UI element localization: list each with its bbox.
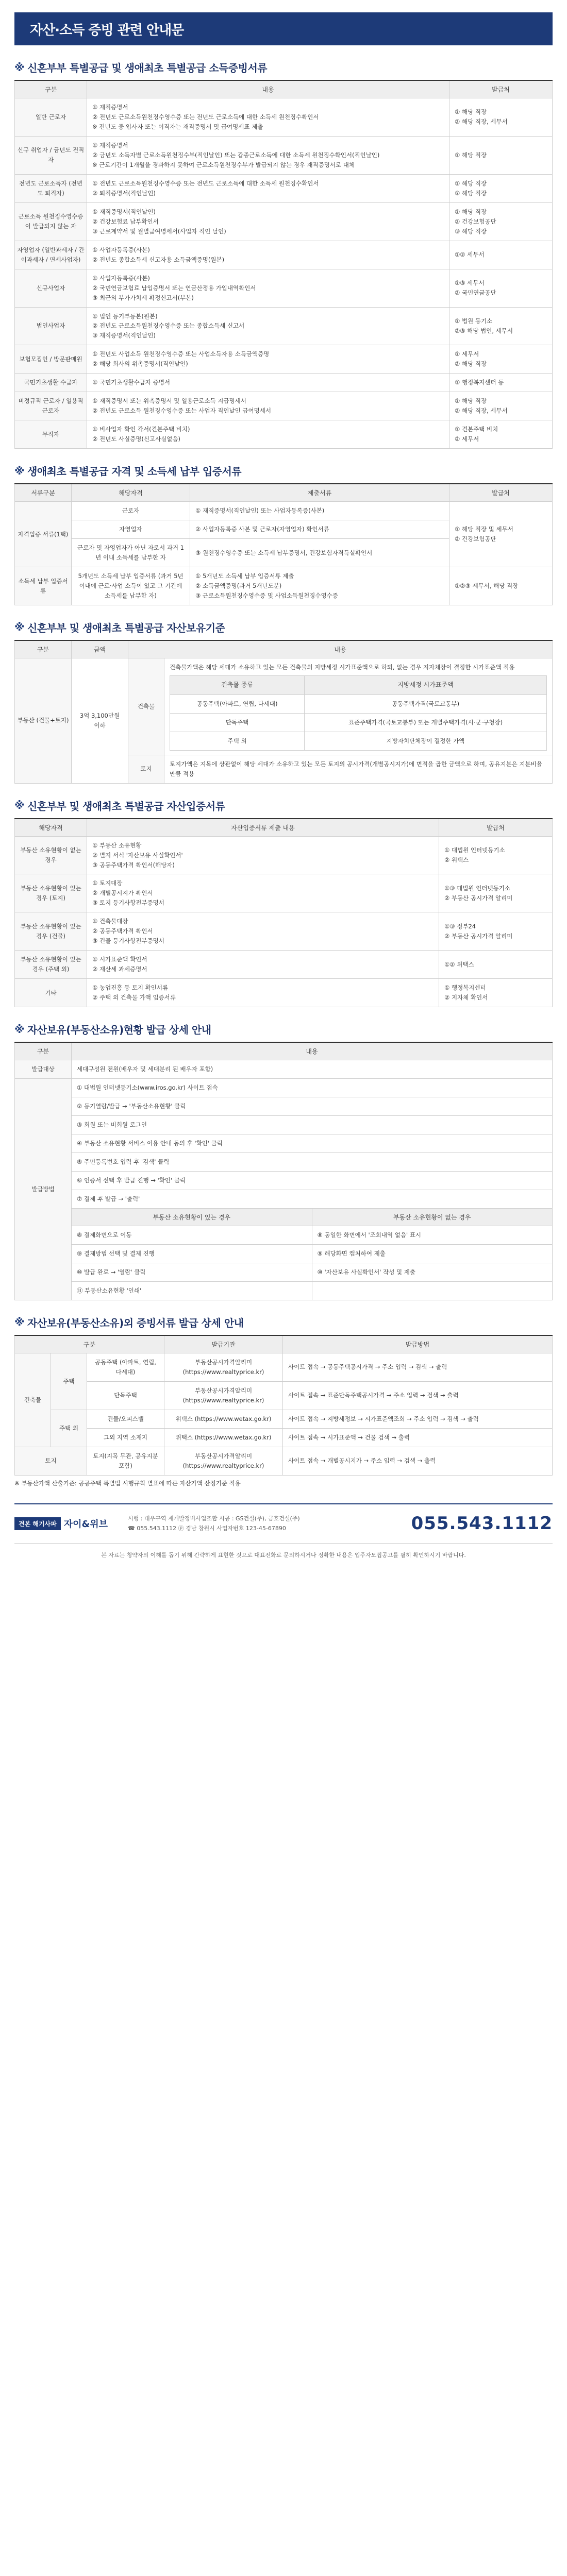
section-title-tax: ※ 생애최초 특별공급 자격 및 소득세 납부 입증서류 [14,464,242,478]
table-row: 자영업자 (일반과세자 / 간이과세자 / 면세사업자) ① 사업자등록증(사본) ② 전년도 종합소득세 신고자용 소득금액증명(원본) ①② 세무서 [15,241,553,269]
section-title-ownership: ※ 자산보유(부동산소유)현황 발급 상세 안내 [14,1023,211,1037]
table-row: 보험모집인 / 방문판매원 ① 전년도 사업소득 원천징수영수증 또는 사업소득자용 소득금액증명 ② 해당 회사의 위촉증명서(직인날인) ① 세무서 ② 해당 직장 [15,345,553,374]
table-row: 근로소득 원천징수영수증이 발급되지 않는 자 ① 재직증명서(직인날인) ② 건강보험료 납부확인서 ③ 근로계약서 및 월별급여명세서(사업자 직인 날인) ① 해당 직장 ② 건강보험공단 ③ 해당 직장 [15,202,553,241]
table-row: 부동산 소유현황이 있는 경우 (주택 외) ① 시가표준액 확인서 ② 재산세 과세증명서 ①② 위택스 [15,951,553,979]
table-row: 신규 취업자 / 금년도 전직자 ① 재직증명서 ② 금년도 소득자별 근로소득원천징수부(직인날인) 또는 갑종근로소득에 대한 소득세 원천징수확인서(직인날인) ※ 근로기간이 1개월을 경과하지 못하여 근로소득원천징수부가 발급되지 않는 경우 재직증명서로 대체 ① 해당 직장 [15,136,553,174]
table-row: 법인사업자 ① 법인 등기부등본(원본) ② 전년도 근로소득원천징수영수증 또는 종합소득세 신고서 ③ 재직증명서(직인날인) ① 법원 등기소 ②③ 해당 법인, 세무서 [15,307,553,345]
building-value-table: 건축물 종류 지방세정 시가표준액 공동주택(아파트, 연립, 다세대) 공동주택가격(국토교통부) 단독주택 표준주택가격(국토교통부) 또는 개별주택가격(시·군·구청장) 주택 외 지방자치단체장이 결정한 가액 [170,675,547,751]
section-bullet-icon: ※ [14,464,24,477]
disclaimer: 본 자료는 청약자의 이해를 돕기 위해 간략하게 표현한 것으로 대표전화로 문의하시거나 정확한 내용은 입주자모집공고를 필히 확인하시기 바랍니다. [101,1551,466,1558]
tax-docs-table: 서류구분 해당자격 제출서류 발급처 자격입증 서류(1택) 근로자 ① 재직증명서(직인날인) 또는 사업자등록증(사본) ① 해당 직장 및 세무서 ② 건강보험공단 자영업자 ② 사업자등록증 사본 및 근로자(자영업자) 확인서류 근로자 및 자영업자가 아닌 자로서 과거 1년 이내 소득세를 납부한 자 ③ 원천징수영수증 또는 소득세 납부증명서, 건강보험자격득실확인서 소득세 납부 입증서류 5개년도 소득세 납부 입증서류 (과거 5년 이내에 근로·사업 소득이 있고 그 기간에 소득세를 납부한 자) ① 5개년도 소득세 납부 입증서류 제출 ② 소득금액증명(과거 5개년도분) ③ 근로소득원천징수영수증 및 사업소득원천징수영수증 ①②③ 세무서, 해당 직장 [14,483,553,605]
table-row: 전년도 근로소득자 (전년도 퇴직자) ① 전년도 근로소득원천징수영수증 또는 전년도 근로소득에 대한 소득세 원천징수확인서 ② 퇴직증명서(직인날인) ① 해당 직장 ② 해당 직장 [15,174,553,202]
table-row: 국민기초생활 수급자 ① 국민기초생활수급자 증명서 ① 행정복지센터 등 [15,374,553,392]
section-title-assets: ※ 신혼부부 및 생애최초 특별공급 자산보유기준 [14,621,225,634]
footer-info-line: ☎ 055.543.1112 ⓟ 경남 창원시 사업자번호 123-45-67890 [128,1525,286,1532]
table-row: 무직자 ① 비사업자 확인 각서(견본주택 비치) ② 전년도 사실증명(신고사실없음) ① 견본주택 비치 ② 세무서 [15,420,553,449]
section-bullet-icon: ※ [14,621,24,634]
asset-proof-table: 해당자격 자산입증서류 제출 내용 발급처 부동산 소유현황이 없는 경우 ① 부동산 소유현황 ② 별지 서식 '자산보유 사실확인서' ③ 공동주택가격 확인서(해당자) ① 대법원 인터넷등기소 ② 위택스 부동산 소유현황이 있는 경우 (토지) ① 토지대장 ② 개별공시지가 확인서 ③ 토지 등기사항전부증명서 ①③ 대법원 인터넷등기소 ② 부동산 공시가격 알리미 부동산 소유현황이 있는 경우 (건물) ① 건축물대장 ② 공동주택가격 확인서 ③ 건물 등기사항전부증명서 ①③ 정부24 ② 부동산 공시가격 알리미 부동산 소유현황이 있는 경우 (주택 외) ① 시가표준액 확인서 ② 재산세 과세증명서 ①② 위택스 기타 ① 농업진흥 등 토지 확인서류 ② 주택 외 건축물 가액 입증서류 ① 행정복지센터 ② 지자체 확인서 [14,818,553,1008]
section-title-income: ※ 신혼부부 특별공급 및 생애최초 특별공급 소득증빙서류 [14,61,268,74]
section-title-asset-proof: ※ 신혼부부 및 생애최초 특별공급 자산입증서류 [14,799,225,812]
ownership-guide-table: 구분 내용 발급대상 세대구성원 전원(배우자 및 세대분리 된 배우자 포함) 발급방법 ① 대법원 인터넷등기소(www.iros.go.kr) 사이트 접속 ② 등기열람/발급 → '부동산소유현황' 클릭 ③ 회원 또는 비회원 로그인 ④ 부동산 소유현황 서비스 이용 안내 동의 후 '확인' 클릭 ⑤ 주민등록번호 입력 후 '검색' 클릭 ⑥ 인증서 선택 후 발급 진행 → '확인' 클릭 ⑦ 결제 후 발급 → '출력' 부동산 소유현황이 있는 경우 부동산 소유현황이 없는 경우 ⑧ 결제화면으로 이동 ⑧ 동일한 화면에서 '조회내역 없음' 표시 ⑨ 결제방법 선택 및 결제 진행 ⑨ 해당화면 캡처하여 제출 ⑩ 발급 완료 → '열람' 클릭 ⑩ '자산보유 사실확인서' 작성 및 제출 ⑪ 부동산소유현황 '인쇄' [14,1042,553,1300]
table-row: 신규사업자 ① 사업자등록증(사본) ② 국민연금보험료 납입증명서 또는 연금산정용 가입내역확인서 ③ 최근의 부가가치세 확정신고서(부본) ①③ 세무서 ② 국민연금공단 [15,269,553,307]
footnote: ※ 부동산가액 산출기준: 공공주택 특별법 시행규칙 별표에 따른 자산가액 산정기준 적용 [14,1479,241,1487]
table-row: 일반 근로자 ① 재직증명서 ② 전년도 근로소득원천징수영수증 또는 전년도 근로소득에 대한 소득세 원천징수확인서 ※ 전년도 중 입사자 또는 이직자는 재직증명서 및 급여명세표 제출 ① 해당 직장 ② 해당 직장, 세무서 [15,98,553,137]
phone-number[interactable]: 055.543.1112 [411,1513,553,1534]
section-bullet-icon: ※ [14,1316,24,1329]
section-bullet-icon: ※ [14,1023,24,1036]
table-row: 부동산 소유현황이 있는 경우 (토지) ① 토지대장 ② 개별공시지가 확인서 ③ 토지 등기사항전부증명서 ①③ 대법원 인터넷등기소 ② 부동산 공시가격 알리미 [15,874,553,912]
table-row: 기타 ① 농업진흥 등 토지 확인서류 ② 주택 외 건축물 가액 입증서류 ① 행정복지센터 ② 지자체 확인서 [15,979,553,1007]
other-docs-table: 구분 발급기관 발급방법 건축물 주택 공동주택 (아파트, 연립, 다세대) 부동산공시가격알리미 (https://www.realtyprice.kr) 사이트 접속 → 공동주택공시가격 → 주소 입력 → 검색 → 출력 단독주택 부동산공시가격알리미 (https://www.realtyprice.kr) 사이트 접속 → 표준단독주택공시가격 → 주소 입력 → 검색 → 출력 주택 외 건물/오피스텔 위택스 (https://www.wetax.go.kr) 사이트 접속 → 지방세정보 → 시가표준액조회 → 주소 입력 → 검색 → 출력 그외 지역 소재지 위택스 (https://www.wetax.go.kr) 사이트 접속 → 시가표준액 → 건물 검색 → 출력 토지 토지(지목 무관, 공유지분 포함) 부동산공시가격알리미 (https://www.realtyprice.kr) 사이트 접속 → 개별공시지가 → 주소 입력 → 검색 → 출력 [14,1335,553,1476]
asset-criteria-table: 구분 금액 내용 부동산 (건물+토지) 3억 3,100만원 이하 건축물 건축물가액은 해당 세대가 소유하고 있는 모든 건축물의 지방세정 시가표준액으로 하되, 없는 경우 지자체장이 결정한 시가표준액 적용 건축물 종류 지방세정 시가표준액 공동주택(아파트, 연립, 다세대) 공동주택가격(국토교통부) 단독주택 표준주택가격(국토교통부) 또는 개별주택가격(시·군·구청장) 주택 외 지방자치단체장이 결정한 가액 토지 토지가액은 지목에 상관없이 해당 세대가 소유하고 있는 모든 토지의 공시가격(개별공시지가)에 면적을 곱한 금액으로 하며, 공유지분은 지분비율만큼 적용 [14,640,553,784]
footer-info-line: 시행 : 대우구역 재개발정비사업조합 시공 : GS건설(주), 금호건설(주) [128,1515,300,1522]
section-bullet-icon: ※ [14,61,24,74]
table-row: 부동산 소유현황이 없는 경우 ① 부동산 소유현황 ② 별지 서식 '자산보유 사실확인서' ③ 공동주택가격 확인서(해당자) ① 대법원 인터넷등기소 ② 위택스 [15,836,553,874]
page-title: 자산·소득 증빙 관련 안내문 [30,22,184,38]
section-bullet-icon: ※ [14,799,24,812]
section-title-other-docs: ※ 자산보유(부동산소유)외 증빙서류 발급 상세 안내 [14,1316,244,1329]
table-row: 부동산 소유현황이 있는 경우 (건물) ① 건축물대장 ② 공동주택가격 확인서 ③ 건물 등기사항전부증명서 ①③ 정부24 ② 부동산 공시가격 알리미 [15,912,553,951]
header-bar [14,12,553,45]
table-row: 비정규직 근로자 / 일용직 근로자 ① 재직증명서 또는 위촉증명서 및 일용근로소득 지급명세서 ② 전년도 근로소득 원천징수영수증 또는 사업자 직인날인 급여명세서 ① 해당 직장 ② 해당 직장, 세무서 [15,392,553,420]
brand-logo: 견본 해기사파 자이&위브 [14,1517,128,1530]
footer [14,1503,553,1566]
income-docs-table: 구분 내용 발급처 일반 근로자 ① 재직증명서 ② 전년도 근로소득원천징수영수증 또는 전년도 근로소득에 대한 소득세 원천징수확인서 ※ 전년도 중 입사자 또는 이직자는 재직증명서 및 급여명세표 제출 ① 해당 직장 ② 해당 직장, 세무서 신규 취업자 / 금년도 전직자 ① 재직증명서 ② 금년도 소득자별 근로소득원천징수부(직인날인) 또는 갑종근로소득에 대한 소득세 원천징수확인서(직인날인) ※ 근로기간이 1개월을 경과하지 못하여 근로소득원천징수부가 발급되지 않는 경우 재직증명서로 대체 ① 해당 직장 전년도 근로소득자 (전년도 퇴직자) ① 전년도 근로소득원천징수영수증 또는 전년도 근로소득에 대한 소득세 원천징수확인서 ② 퇴직증명서(직인날인) ① 해당 직장 ② 해당 직장 근로소득 원천징수영수증이 발급되지 않는 자 ① 재직증명서(직인날인) ② 건강보험료 납부확인서 ③ 근로계약서 및 월별급여명세서(사업자 직인 날인) ① 해당 직장 ② 건강보험공단 ③ 해당 직장 자영업자 (일반과세자 / 간이과세자 / 면세사업자) ① 사업자등록증(사본) ② 전년도 종합소득세 신고자용 소득금액증명(원본) ①② 세무서 신규사업자 ① 사업자등록증(사본) ② 국민연금보험료 납입증명서 또는 연금산정용 가입내역확인서 ③ 최근의 부가가치세 확정신고서(부본) ①③ 세무서 ② 국민연금공단 법인사업자 ① 법인 등기부등본(원본) ② 전년도 근로소득원천징수영수증 또는 종합소득세 신고서 ③ 재직증명서(직인날인) ① 법원 등기소 ②③ 해당 법인, 세무서 보험모집인 / 방문판매원 ① 전년도 사업소득 원천징수영수증 또는 사업소득자용 소득금액증명 ② 해당 회사의 위촉증명서(직인날인) ① 세무서 ② 해당 직장 국민기초생활 수급자 ① 국민기초생활수급자 증명서 ① 행정복지센터 등 비정규직 근로자 / 일용직 근로자 ① 재직증명서 또는 위촉증명서 및 일용근로소득 지급명세서 ② 전년도 근로소득 원천징수영수증 또는 사업자 직인날인 급여명세서 ① 해당 직장 ② 해당 직장, 세무서 무직자 ① 비사업자 확인 각서(견본주택 비치) ② 전년도 사실증명(신고사실없음) ① 견본주택 비치 ② 세무서 [14,80,553,449]
